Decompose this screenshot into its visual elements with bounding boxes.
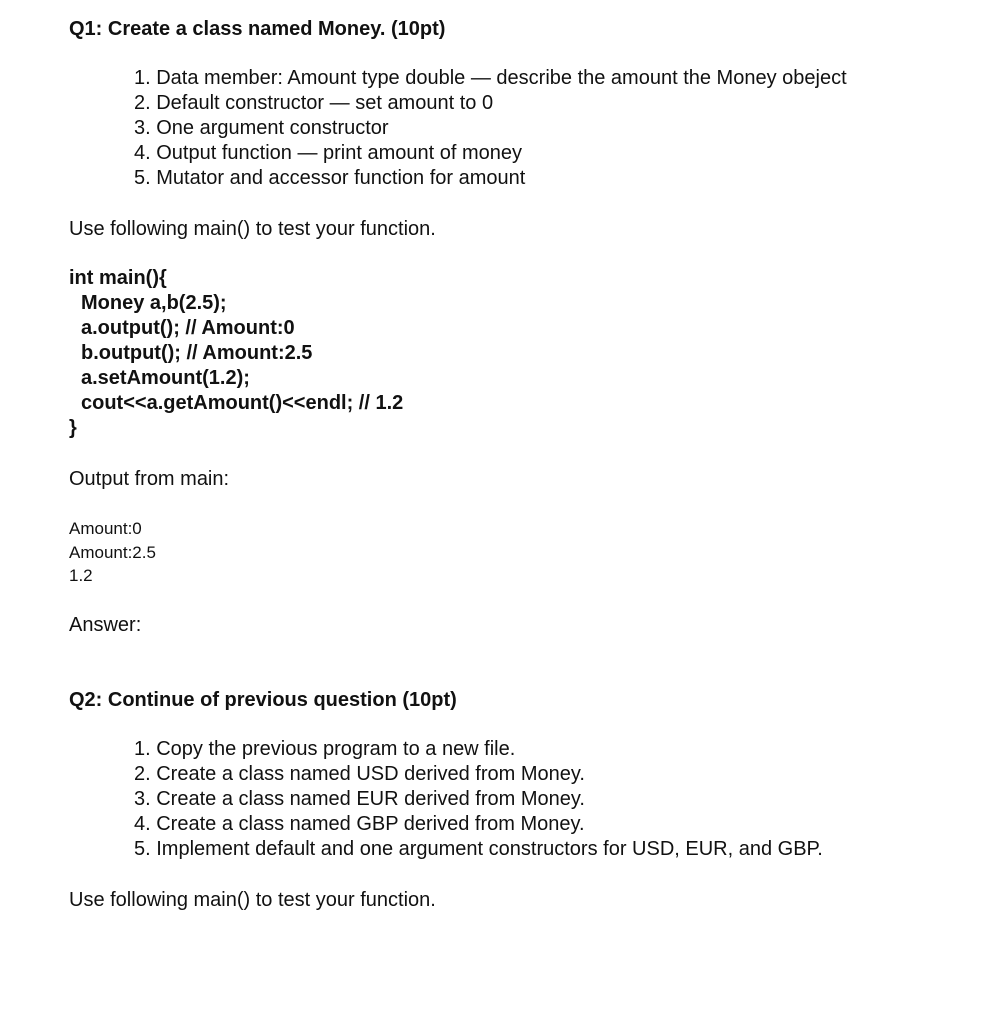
code-line-6: cout<<a.getAmount()<<endl; // 1.2 <box>81 392 404 414</box>
q1-requirements-list <box>134 66 847 191</box>
q1-code-block <box>69 266 403 441</box>
q1-item-4: 4. Output function — print amount of money <box>134 142 522 164</box>
q1-test-prompt: Use following main() to test your function. <box>69 218 436 240</box>
q2-requirements-list <box>134 737 823 862</box>
q2-item-4: 4. Create a class named GBP derived from Money. <box>134 813 585 835</box>
code-line-5: a.setAmount(1.2); <box>81 367 250 389</box>
code-line-4: b.output(); // Amount:2.5 <box>81 342 313 364</box>
q1-item-1: 1. Data member: Amount type double — describe the amount the Money obeject <box>134 67 847 89</box>
q2-item-5: 5. Implement default and one argument constructors for USD, EUR, and GBP. <box>134 838 823 860</box>
q2-heading: Q2: Continue of previous question (10pt) <box>69 689 457 711</box>
code-line-2: Money a,b(2.5); <box>81 292 227 314</box>
q2-item-3: 3. Create a class named EUR derived from Money. <box>134 788 585 810</box>
code-line-7: } <box>69 417 77 439</box>
q1-heading: Q1: Create a class named Money. (10pt) <box>69 18 446 40</box>
q2-item-1: 1. Copy the previous program to a new file. <box>134 738 516 760</box>
q1-answer-label: Answer: <box>69 614 142 636</box>
q2-item-2: 2. Create a class named USD derived from Money. <box>134 763 585 785</box>
q1-output-label: Output from main: <box>69 468 230 490</box>
code-line-3: a.output(); // Amount:0 <box>81 317 295 339</box>
q1-output-block <box>69 517 156 588</box>
output-line-3: 1.2 <box>69 566 93 585</box>
q2-test-prompt: Use following main() to test your function. <box>69 889 436 911</box>
code-line-1: int main(){ <box>69 267 167 289</box>
output-line-2: Amount:2.5 <box>69 542 156 562</box>
q1-item-3: 3. One argument constructor <box>134 117 389 139</box>
q1-item-5: 5. Mutator and accessor function for amount <box>134 167 526 189</box>
output-line-1: Amount:0 <box>69 519 142 538</box>
q1-item-2: 2. Default constructor — set amount to 0 <box>134 92 494 114</box>
